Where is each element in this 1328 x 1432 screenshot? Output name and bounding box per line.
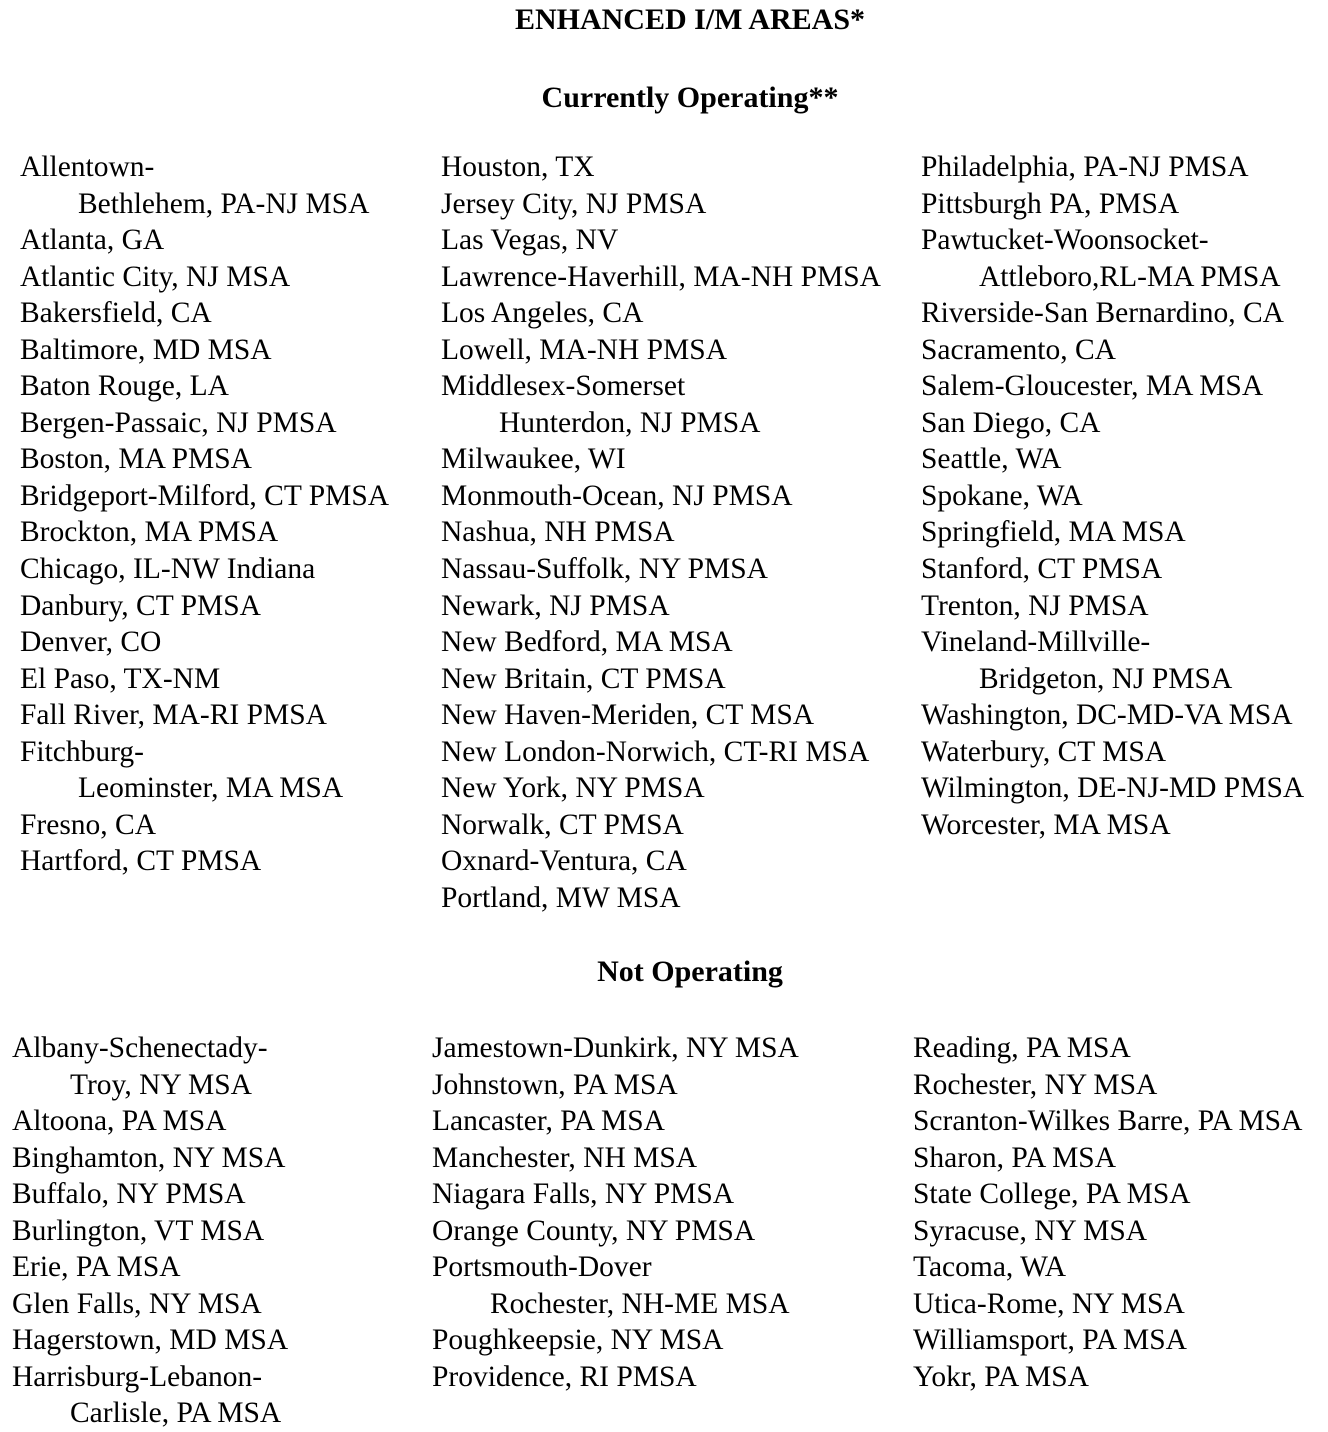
area-list-item: [20, 332, 389, 369]
area-name-continuation: Rochester, NH-ME MSA: [490, 1287, 790, 1320]
area-name: Jamestown-Dunkirk, NY MSA: [432, 1032, 799, 1064]
area-list-item: [20, 807, 389, 844]
area-list-item: [441, 880, 881, 917]
area-list-item: [913, 1322, 1302, 1359]
area-list-item: [921, 149, 1304, 186]
area-name: Johnstown, PA MSA: [432, 1068, 678, 1101]
area-name: Albany-Schenectady-: [12, 1032, 268, 1064]
area-name: Baton Rouge, LA: [20, 370, 229, 403]
area-name: Portland, MW MSA: [441, 881, 681, 914]
area-name: Scranton-Wilkes Barre, PA MSA: [913, 1105, 1303, 1138]
area-name: Monmouth-Ocean, NJ PMSA: [441, 479, 793, 512]
area-list-item: [441, 551, 881, 588]
area-list-item: [432, 1322, 799, 1359]
area-name: Vineland-Millville-: [921, 626, 1151, 659]
area-list-item: [12, 1103, 288, 1140]
area-list-item: [12, 1322, 288, 1359]
area-list-item: [921, 368, 1304, 405]
area-name: Jersey City, NJ PMSA: [441, 187, 707, 220]
area-list-item: [20, 661, 389, 698]
area-name: Danbury, CT PMSA: [20, 589, 261, 622]
area-list-item: [20, 405, 389, 442]
area-list-item: [20, 514, 389, 551]
area-name: New Haven-Meriden, CT MSA: [441, 699, 815, 732]
area-name: San Diego, CA: [921, 406, 1101, 439]
area-name: Binghamton, NY MSA: [12, 1141, 286, 1174]
area-name: Fresno, CA: [20, 808, 157, 841]
area-list-item: [20, 295, 389, 332]
area-list-item: [441, 222, 881, 259]
area-list-item: [432, 1213, 799, 1250]
area-name: Oxnard-Ventura, CA: [441, 845, 687, 878]
area-list-item: [20, 478, 389, 515]
area-name: Reading, PA MSA: [913, 1032, 1131, 1064]
area-list-item: [12, 1176, 288, 1213]
area-name: Norwalk, CT PMSA: [441, 808, 684, 841]
area-list-item: [432, 1067, 799, 1104]
area-list-item: [20, 734, 389, 807]
area-list-item: [20, 259, 389, 296]
area-list-item: [432, 1249, 799, 1322]
area-list-item: [20, 222, 389, 259]
currently-operating-column-1: [20, 149, 389, 880]
area-name-continuation: Attleboro,RL-MA PMSA: [979, 260, 1281, 293]
area-name: Harrisburg-Lebanon-: [12, 1360, 263, 1393]
area-list-item: [913, 1140, 1302, 1177]
area-name: Bridgeport-Milford, CT PMSA: [20, 479, 390, 512]
area-name: Nashua, NH PMSA: [441, 516, 675, 549]
area-list-item: [20, 368, 389, 405]
area-name: Boston, MA PMSA: [20, 443, 252, 476]
area-name: Williamsport, PA MSA: [913, 1324, 1187, 1357]
area-name-continuation: Leominster, MA MSA: [78, 772, 344, 805]
area-name: Springfield, MA MSA: [921, 516, 1186, 549]
area-name: Seattle, WA: [921, 443, 1062, 476]
area-list-item: [921, 478, 1304, 515]
area-name: Sharon, PA MSA: [913, 1141, 1117, 1174]
area-list-item: [432, 1140, 799, 1177]
area-list-item: [441, 368, 881, 441]
area-name: Erie, PA MSA: [12, 1251, 181, 1284]
not-operating-column-2: [432, 1030, 799, 1395]
area-list-item: [432, 1176, 799, 1213]
area-name: Allentown-: [20, 151, 155, 183]
area-name: Rochester, NY MSA: [913, 1068, 1158, 1101]
area-list-item: [441, 259, 881, 296]
area-name: Bergen-Passaic, NJ PMSA: [20, 406, 337, 439]
area-name: Atlantic City, NJ MSA: [20, 260, 291, 293]
area-name: Burlington, VT MSA: [12, 1214, 265, 1247]
area-name: Poughkeepsie, NY MSA: [432, 1324, 724, 1357]
area-list-item: [913, 1249, 1302, 1286]
area-name: Pawtucket-Woonsocket-: [921, 224, 1209, 257]
area-list-item: [441, 514, 881, 551]
area-name: Hagerstown, MD MSA: [12, 1324, 289, 1357]
area-name: Milwaukee, WI: [441, 443, 626, 476]
area-name: Stanford, CT PMSA: [921, 553, 1163, 586]
area-list-item: [441, 588, 881, 625]
area-list-item: [441, 843, 881, 880]
area-list-item: [921, 734, 1304, 771]
currently-operating-column-3: [921, 149, 1304, 843]
not-operating-column-1: [12, 1030, 288, 1432]
area-list-item: [441, 807, 881, 844]
area-list-item: [441, 478, 881, 515]
area-list-item: [913, 1030, 1302, 1067]
area-name: Lancaster, PA MSA: [432, 1105, 665, 1138]
area-list-item: [921, 186, 1304, 223]
area-name: Waterbury, CT MSA: [921, 735, 1167, 768]
area-name: Yokr, PA MSA: [913, 1360, 1089, 1393]
area-name: Altoona, PA MSA: [12, 1105, 227, 1138]
area-list-item: [432, 1359, 799, 1396]
area-name: New Britain, CT PMSA: [441, 662, 726, 695]
area-list-item: [921, 588, 1304, 625]
area-name-continuation: Bethlehem, PA-NJ MSA: [78, 187, 370, 220]
area-name: Fall River, MA-RI PMSA: [20, 699, 327, 732]
area-name: Salem-Gloucester, MA MSA: [921, 370, 1264, 403]
area-name: Providence, RI PMSA: [432, 1360, 697, 1393]
area-name: Chicago, IL-NW Indiana: [20, 553, 316, 586]
area-list-item: [921, 624, 1304, 697]
area-list-item: [20, 551, 389, 588]
area-name: Hartford, CT PMSA: [20, 845, 262, 878]
area-list-item: [441, 624, 881, 661]
area-name: New York, NY PMSA: [441, 772, 705, 805]
area-name: Niagara Falls, NY PMSA: [432, 1178, 735, 1211]
area-name: Tacoma, WA: [913, 1251, 1067, 1284]
area-list-item: [20, 697, 389, 734]
area-list-item: [20, 441, 389, 478]
area-name: Worcester, MA MSA: [921, 808, 1171, 841]
area-list-item: [20, 149, 389, 222]
area-list-item: [441, 697, 881, 734]
area-name: Syracuse, NY MSA: [913, 1214, 1148, 1247]
area-name: Denver, CO: [20, 626, 162, 659]
area-list-item: [913, 1103, 1302, 1140]
area-list-item: [441, 770, 881, 807]
area-list-item: [921, 770, 1304, 807]
area-name: Buffalo, NY PMSA: [12, 1178, 246, 1211]
area-list-item: [20, 843, 389, 880]
area-name: El Paso, TX-NM: [20, 662, 221, 695]
area-name: Manchester, NH MSA: [432, 1141, 698, 1174]
area-list-item: [20, 624, 389, 661]
area-list-item: [921, 807, 1304, 844]
area-name: Baltimore, MD MSA: [20, 333, 272, 366]
area-name: Lawrence-Haverhill, MA-NH PMSA: [441, 260, 881, 293]
area-name: Bakersfield, CA: [20, 297, 212, 330]
area-list-item: [432, 1030, 799, 1067]
area-name: Utica-Rome, NY MSA: [913, 1287, 1185, 1320]
area-name: Las Vegas, NV: [441, 224, 619, 257]
area-name: Wilmington, DE-NJ-MD PMSA: [921, 772, 1305, 805]
area-list-item: [441, 149, 881, 186]
area-list-item: [20, 588, 389, 625]
area-name: Trenton, NJ PMSA: [921, 589, 1149, 622]
area-name: Brockton, MA PMSA: [20, 516, 279, 549]
area-list-item: [12, 1140, 288, 1177]
currently-operating-column-2: [441, 149, 881, 916]
area-name-continuation: Hunterdon, NJ PMSA: [499, 406, 761, 439]
area-name: Fitchburg-: [20, 735, 145, 768]
not-operating-column-3: [913, 1030, 1302, 1395]
area-list-item: [432, 1103, 799, 1140]
area-list-item: [441, 661, 881, 698]
page-title: ENHANCED I/M AREAS*: [514, 3, 866, 36]
area-name: Los Angeles, CA: [441, 297, 644, 330]
area-name: New Bedford, MA MSA: [441, 626, 733, 659]
area-name: Middlesex-Somerset: [441, 370, 686, 403]
area-name: Portsmouth-Dover: [432, 1251, 652, 1284]
area-list-item: [921, 295, 1304, 332]
area-list-item: [441, 734, 881, 771]
area-name: Atlanta, GA: [20, 224, 165, 257]
area-list-item: [12, 1249, 288, 1286]
area-list-item: [921, 551, 1304, 588]
area-list-item: [913, 1213, 1302, 1250]
area-list-item: [441, 295, 881, 332]
area-name: Nassau-Suffolk, NY PMSA: [441, 553, 768, 586]
area-list-item: [913, 1286, 1302, 1323]
area-name: Washington, DC-MD-VA MSA: [921, 699, 1293, 732]
area-list-item: [921, 514, 1304, 551]
area-list-item: [921, 441, 1304, 478]
area-name: Newark, NJ PMSA: [441, 589, 670, 622]
area-name: Lowell, MA-NH PMSA: [441, 333, 727, 366]
area-name-continuation: Bridgeton, NJ PMSA: [979, 662, 1233, 695]
area-name: Pittsburgh PA, PMSA: [921, 187, 1180, 220]
area-name: Orange County, NY PMSA: [432, 1214, 756, 1247]
area-name: New London-Norwich, CT-RI MSA: [441, 735, 870, 768]
area-name: Philadelphia, PA-NJ PMSA: [921, 151, 1249, 183]
section-heading-not-operating: Not Operating: [597, 955, 783, 988]
area-list-item: [913, 1067, 1302, 1104]
area-name-continuation: Troy, NY MSA: [70, 1068, 252, 1101]
section-heading-currently-operating: Currently Operating**: [541, 81, 839, 114]
area-list-item: [12, 1286, 288, 1323]
area-list-item: [921, 405, 1304, 442]
area-list-item: [921, 697, 1304, 734]
area-name: Houston, TX: [441, 151, 595, 183]
area-list-item: [921, 332, 1304, 369]
area-list-item: [441, 441, 881, 478]
area-name: Riverside-San Bernardino, CA: [921, 297, 1284, 330]
area-list-item: [913, 1359, 1302, 1396]
area-list-item: [441, 332, 881, 369]
area-list-item: [441, 186, 881, 223]
area-name: Glen Falls, NY MSA: [12, 1287, 262, 1320]
area-list-item: [12, 1030, 288, 1103]
area-list-item: [12, 1359, 288, 1432]
area-name: Sacramento, CA: [921, 333, 1116, 366]
area-list-item: [913, 1176, 1302, 1213]
area-list-item: [12, 1213, 288, 1250]
area-name: Spokane, WA: [921, 479, 1083, 512]
area-name-continuation: Carlisle, PA MSA: [70, 1397, 282, 1430]
area-name: State College, PA MSA: [913, 1178, 1191, 1211]
area-list-item: [921, 222, 1304, 295]
